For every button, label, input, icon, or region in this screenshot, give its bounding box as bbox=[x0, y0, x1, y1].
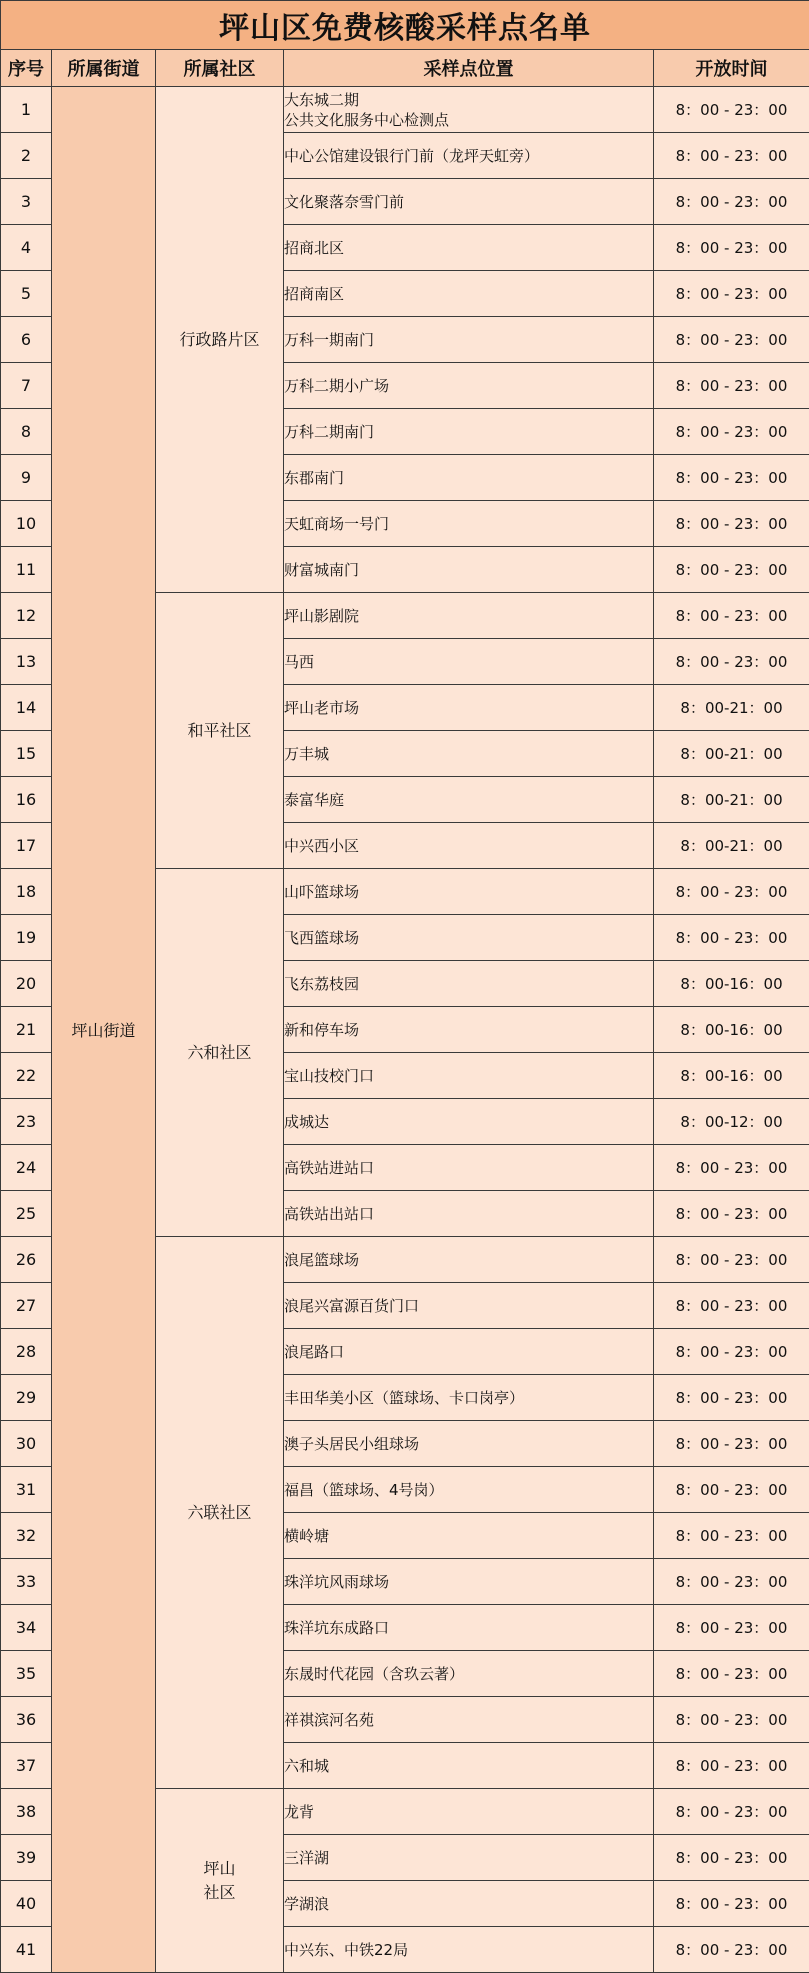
location-cell: 高铁站进站口 bbox=[284, 1145, 654, 1191]
location-cell: 飞西篮球场 bbox=[284, 915, 654, 961]
row-number: 18 bbox=[1, 869, 52, 915]
hours-cell: 8：00 - 23：00 bbox=[654, 915, 809, 961]
row-number: 14 bbox=[1, 685, 52, 731]
hours-cell: 8：00 - 23：00 bbox=[654, 225, 809, 271]
row-number: 2 bbox=[1, 133, 52, 179]
row-number: 38 bbox=[1, 1789, 52, 1835]
hours-cell: 8：00 - 23：00 bbox=[654, 639, 809, 685]
row-number: 28 bbox=[1, 1329, 52, 1375]
location-cell: 珠洋坑风雨球场 bbox=[284, 1559, 654, 1605]
location-cell: 文化聚落奈雪门前 bbox=[284, 179, 654, 225]
location-cell: 浪尾兴富源百货门口 bbox=[284, 1283, 654, 1329]
row-number: 39 bbox=[1, 1835, 52, 1881]
location-cell: 大东城二期 公共文化服务中心检测点 bbox=[284, 87, 654, 133]
row-number: 35 bbox=[1, 1651, 52, 1697]
row-number: 11 bbox=[1, 547, 52, 593]
community-cell: 和平社区 bbox=[156, 593, 284, 869]
header-hours: 开放时间 bbox=[654, 50, 809, 87]
hours-cell: 8：00 - 23：00 bbox=[654, 1835, 809, 1881]
row-number: 32 bbox=[1, 1513, 52, 1559]
hours-cell: 8：00 - 23：00 bbox=[654, 1927, 809, 1973]
location-cell: 山吓篮球场 bbox=[284, 869, 654, 915]
hours-cell: 8：00 - 23：00 bbox=[654, 317, 809, 363]
hours-cell: 8：00-16：00 bbox=[654, 961, 809, 1007]
location-cell: 万科二期小广场 bbox=[284, 363, 654, 409]
location-cell: 财富城南门 bbox=[284, 547, 654, 593]
row-number: 31 bbox=[1, 1467, 52, 1513]
location-cell: 新和停车场 bbox=[284, 1007, 654, 1053]
hours-cell: 8：00 - 23：00 bbox=[654, 1237, 809, 1283]
location-cell: 福昌（篮球场、4号岗） bbox=[284, 1467, 654, 1513]
hours-cell: 8：00 - 23：00 bbox=[654, 1191, 809, 1237]
row-number: 23 bbox=[1, 1099, 52, 1145]
table-body bbox=[1, 87, 809, 1973]
hours-cell: 8：00 - 23：00 bbox=[654, 1467, 809, 1513]
community-cell: 六和社区 bbox=[156, 869, 284, 1237]
row-number: 25 bbox=[1, 1191, 52, 1237]
location-cell: 澳子头居民小组球场 bbox=[284, 1421, 654, 1467]
location-cell: 中兴西小区 bbox=[284, 823, 654, 869]
row-number: 6 bbox=[1, 317, 52, 363]
hours-cell: 8：00 - 23：00 bbox=[654, 593, 809, 639]
location-cell: 祥祺滨河名苑 bbox=[284, 1697, 654, 1743]
row-number: 29 bbox=[1, 1375, 52, 1421]
location-cell: 马西 bbox=[284, 639, 654, 685]
location-cell: 高铁站出站口 bbox=[284, 1191, 654, 1237]
location-cell: 三洋湖 bbox=[284, 1835, 654, 1881]
hours-cell: 8：00-21：00 bbox=[654, 685, 809, 731]
location-cell: 天虹商场一号门 bbox=[284, 501, 654, 547]
row-number: 16 bbox=[1, 777, 52, 823]
hours-cell: 8：00 - 23：00 bbox=[654, 409, 809, 455]
location-cell: 坪山影剧院 bbox=[284, 593, 654, 639]
row-number: 17 bbox=[1, 823, 52, 869]
table-row bbox=[1, 87, 809, 133]
header-location: 采样点位置 bbox=[284, 50, 654, 87]
hours-cell: 8：00 - 23：00 bbox=[654, 1789, 809, 1835]
location-cell: 成城达 bbox=[284, 1099, 654, 1145]
hours-cell: 8：00 - 23：00 bbox=[654, 1651, 809, 1697]
row-number: 4 bbox=[1, 225, 52, 271]
row-number: 24 bbox=[1, 1145, 52, 1191]
row-number: 33 bbox=[1, 1559, 52, 1605]
location-cell: 丰田华美小区（篮球场、卡口岗亭） bbox=[284, 1375, 654, 1421]
hours-cell: 8：00-21：00 bbox=[654, 823, 809, 869]
location-cell: 万丰城 bbox=[284, 731, 654, 777]
row-number: 26 bbox=[1, 1237, 52, 1283]
hours-cell: 8：00 - 23：00 bbox=[654, 1559, 809, 1605]
hours-cell: 8：00 - 23：00 bbox=[654, 179, 809, 225]
hours-cell: 8：00 - 23：00 bbox=[654, 271, 809, 317]
location-cell: 泰富华庭 bbox=[284, 777, 654, 823]
row-number: 19 bbox=[1, 915, 52, 961]
hours-cell: 8：00 - 23：00 bbox=[654, 501, 809, 547]
hours-cell: 8：00 - 23：00 bbox=[654, 87, 809, 133]
header-row bbox=[1, 50, 809, 87]
location-cell: 万科二期南门 bbox=[284, 409, 654, 455]
location-cell: 招商南区 bbox=[284, 271, 654, 317]
row-number: 21 bbox=[1, 1007, 52, 1053]
hours-cell: 8：00-21：00 bbox=[654, 777, 809, 823]
row-number: 22 bbox=[1, 1053, 52, 1099]
hours-cell: 8：00 - 23：00 bbox=[654, 455, 809, 501]
community-cell: 坪山 社区 bbox=[156, 1789, 284, 1973]
row-number: 30 bbox=[1, 1421, 52, 1467]
title-row bbox=[1, 1, 809, 50]
hours-cell: 8：00 - 23：00 bbox=[654, 1513, 809, 1559]
location-cell: 浪尾路口 bbox=[284, 1329, 654, 1375]
hours-cell: 8：00 - 23：00 bbox=[654, 869, 809, 915]
street-cell: 坪山街道 bbox=[52, 87, 156, 1973]
location-cell: 龙背 bbox=[284, 1789, 654, 1835]
row-number: 12 bbox=[1, 593, 52, 639]
hours-cell: 8：00-12：00 bbox=[654, 1099, 809, 1145]
row-number: 9 bbox=[1, 455, 52, 501]
row-number: 15 bbox=[1, 731, 52, 777]
location-cell: 学湖浪 bbox=[284, 1881, 654, 1927]
location-cell: 东晟时代花园（含玖云著） bbox=[284, 1651, 654, 1697]
location-cell: 飞东荔枝园 bbox=[284, 961, 654, 1007]
row-number: 10 bbox=[1, 501, 52, 547]
row-number: 7 bbox=[1, 363, 52, 409]
location-cell: 中兴东、中铁22局 bbox=[284, 1927, 654, 1973]
location-cell: 浪尾篮球场 bbox=[284, 1237, 654, 1283]
row-number: 41 bbox=[1, 1927, 52, 1973]
location-cell: 坪山老市场 bbox=[284, 685, 654, 731]
hours-cell: 8：00 - 23：00 bbox=[654, 1329, 809, 1375]
hours-cell: 8：00 - 23：00 bbox=[654, 133, 809, 179]
row-number: 27 bbox=[1, 1283, 52, 1329]
location-cell: 招商北区 bbox=[284, 225, 654, 271]
location-cell: 六和城 bbox=[284, 1743, 654, 1789]
header-street: 所属街道 bbox=[52, 50, 156, 87]
location-cell: 东郡南门 bbox=[284, 455, 654, 501]
hours-cell: 8：00 - 23：00 bbox=[654, 1421, 809, 1467]
hours-cell: 8：00-21：00 bbox=[654, 731, 809, 777]
hours-cell: 8：00 - 23：00 bbox=[654, 1743, 809, 1789]
location-cell: 宝山技校门口 bbox=[284, 1053, 654, 1099]
location-cell: 万科一期南门 bbox=[284, 317, 654, 363]
row-number: 8 bbox=[1, 409, 52, 455]
hours-cell: 8：00 - 23：00 bbox=[654, 1375, 809, 1421]
row-number: 5 bbox=[1, 271, 52, 317]
location-cell: 横岭塘 bbox=[284, 1513, 654, 1559]
row-number: 3 bbox=[1, 179, 52, 225]
hours-cell: 8：00-16：00 bbox=[654, 1007, 809, 1053]
hours-cell: 8：00 - 23：00 bbox=[654, 1697, 809, 1743]
location-cell: 珠洋坑东成路口 bbox=[284, 1605, 654, 1651]
row-number: 40 bbox=[1, 1881, 52, 1927]
page-title: 坪山区免费核酸采样点名单 bbox=[1, 1, 809, 50]
hours-cell: 8：00 - 23：00 bbox=[654, 1605, 809, 1651]
location-cell: 中心公馆建设银行门前（龙坪天虹旁） bbox=[284, 133, 654, 179]
hours-cell: 8：00 - 23：00 bbox=[654, 1881, 809, 1927]
hours-cell: 8：00 - 23：00 bbox=[654, 1283, 809, 1329]
community-cell: 行政路片区 bbox=[156, 87, 284, 593]
row-number: 34 bbox=[1, 1605, 52, 1651]
hours-cell: 8：00 - 23：00 bbox=[654, 1145, 809, 1191]
header-num: 序号 bbox=[1, 50, 52, 87]
row-number: 20 bbox=[1, 961, 52, 1007]
row-number: 37 bbox=[1, 1743, 52, 1789]
hours-cell: 8：00 - 23：00 bbox=[654, 547, 809, 593]
row-number: 36 bbox=[1, 1697, 52, 1743]
header-community: 所属社区 bbox=[156, 50, 284, 87]
row-number: 1 bbox=[1, 87, 52, 133]
community-cell: 六联社区 bbox=[156, 1237, 284, 1789]
row-number: 13 bbox=[1, 639, 52, 685]
hours-cell: 8：00 - 23：00 bbox=[654, 363, 809, 409]
hours-cell: 8：00-16：00 bbox=[654, 1053, 809, 1099]
